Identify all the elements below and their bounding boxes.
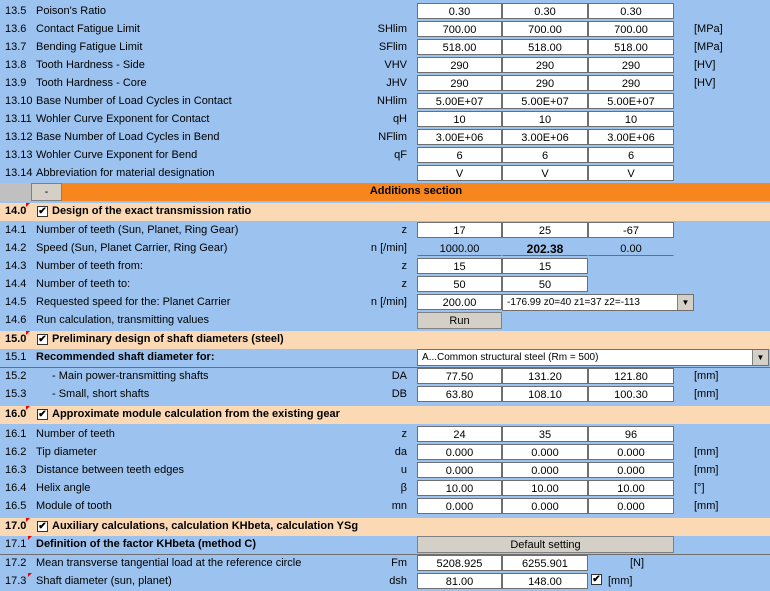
value-cell[interactable]: 0.30	[588, 3, 674, 19]
value-cell[interactable]: 63.80	[417, 386, 502, 402]
row-number: 13.11	[5, 113, 32, 125]
value-cell[interactable]: 0.000	[502, 444, 588, 460]
value-cell[interactable]: 10.00	[502, 480, 588, 496]
row-17-2	[0, 555, 770, 573]
row-number: 13.7	[5, 41, 27, 53]
value-cell[interactable]: -67	[588, 222, 674, 238]
row-symbol: z	[401, 260, 407, 272]
row-13-7	[0, 39, 770, 57]
section-checkbox[interactable]: ✔	[38, 206, 47, 217]
value-cell[interactable]: 0.000	[417, 498, 502, 514]
value-cell[interactable]: V	[588, 165, 674, 181]
row-label: Contact Fatigue Limit	[36, 23, 140, 35]
dropdown-value: A...Common structural steel (Rm = 500)	[422, 352, 599, 363]
value-cell[interactable]: 6	[588, 147, 674, 163]
value-cell[interactable]: 131.20	[502, 368, 588, 384]
row-13-11	[0, 111, 770, 129]
value-cell[interactable]: V	[502, 165, 588, 181]
row-16-4	[0, 480, 770, 498]
row-17-1	[0, 536, 770, 555]
value-cell[interactable]: 6255.901	[502, 555, 588, 571]
row-unit: [N]	[630, 557, 645, 569]
row-number: 13.9	[5, 77, 27, 89]
value-cell[interactable]: 5.00E+07	[588, 93, 674, 109]
run-button[interactable]: Run	[417, 312, 502, 329]
value-cell[interactable]: 15	[502, 258, 588, 274]
row-symbol: n [/min]	[370, 296, 407, 308]
value-cell[interactable]: 700.00	[588, 21, 674, 37]
row-label: Wohler Curve Exponent for Bend	[36, 149, 198, 161]
row-number: 13.12	[5, 131, 33, 143]
row-symbol: NHlim	[377, 95, 407, 107]
row-14-2	[0, 240, 770, 258]
row-unit: [°]	[694, 482, 705, 494]
value-cell[interactable]: 35	[502, 426, 588, 442]
collapse-toggle-button[interactable]: -	[31, 183, 62, 201]
section-number: 15.0	[5, 333, 27, 345]
row-number: 17.1	[5, 538, 27, 550]
value-cell[interactable]: 290	[588, 57, 674, 73]
comment-marker	[26, 203, 30, 207]
row-number: 15.2	[5, 370, 27, 382]
value-cell[interactable]: 518.00	[502, 39, 588, 55]
value-cell[interactable]: 10	[417, 111, 502, 127]
row-symbol: da	[394, 446, 407, 458]
value-cell[interactable]: 3.00E+06	[502, 129, 588, 145]
shaft-diameter-checkbox[interactable]: ✔	[592, 574, 601, 585]
value-cell[interactable]: 77.50	[417, 368, 502, 384]
speed-solution-dropdown[interactable]	[502, 294, 694, 311]
row-label: Speed (Sun, Planet Carrier, Ring Gear)	[36, 242, 228, 254]
row-label: Distance between teeth edges	[36, 464, 184, 476]
row-number: 16.4	[5, 482, 27, 494]
value-cell[interactable]: 0.30	[502, 3, 588, 19]
section-spacer	[0, 183, 31, 201]
row-unit: [MPa]	[694, 41, 723, 53]
row-number: 17.2	[5, 557, 27, 569]
row-number: 13.8	[5, 59, 27, 71]
row-label: Base Number of Load Cycles in Contact	[36, 95, 232, 107]
section-checkbox[interactable]: ✔	[38, 409, 47, 420]
chevron-down-icon[interactable]: ▼	[677, 295, 693, 310]
value-cell[interactable]: 290	[502, 75, 588, 91]
value-cell[interactable]: 290	[588, 75, 674, 91]
row-label: Shaft diameter (sun, planet)	[36, 575, 172, 587]
value-cell[interactable]: 10.00	[588, 480, 674, 496]
dropdown-value: -176.99 z0=40 z1=37 z2=-113	[507, 297, 640, 308]
value-cell[interactable]: 50	[417, 276, 502, 292]
row-label: Bending Fatigue Limit	[36, 41, 143, 53]
row-13-5	[0, 3, 770, 21]
value-cell[interactable]: 700.00	[417, 21, 502, 37]
row-16-5	[0, 498, 770, 516]
row-unit: [mm]	[694, 500, 719, 512]
value-cell[interactable]: 6	[417, 147, 502, 163]
value-cell[interactable]: 25	[502, 222, 588, 238]
row-unit: [mm]	[694, 370, 719, 382]
row-label: Tip diameter	[36, 446, 97, 458]
value-cell[interactable]: 6	[502, 147, 588, 163]
value-cell[interactable]: 0.000	[588, 498, 674, 514]
row-symbol: JHV	[386, 77, 407, 89]
additions-section-bar	[0, 183, 770, 201]
row-number: 13.6	[5, 23, 27, 35]
value-cell[interactable]: 5.00E+07	[502, 93, 588, 109]
row-14-4	[0, 276, 770, 294]
row-number: 13.5	[5, 5, 27, 17]
row-unit: [mm]	[694, 446, 719, 458]
row-number: 16.3	[5, 464, 27, 476]
row-label: Recommended shaft diameter for:	[36, 351, 215, 363]
row-symbol: qF	[394, 149, 407, 161]
material-dropdown[interactable]	[417, 349, 769, 366]
row-unit: [mm]	[608, 575, 633, 587]
comment-marker	[28, 573, 32, 577]
row-13-13	[0, 147, 770, 165]
value-cell[interactable]: 17	[417, 222, 502, 238]
value-cell[interactable]: 10	[502, 111, 588, 127]
row-number: 14.2	[5, 242, 27, 254]
row-number: 14.3	[5, 260, 27, 272]
row-label: - Main power-transmitting shafts	[52, 370, 209, 382]
row-13-14	[0, 165, 770, 183]
row-label: Run calculation, transmitting values	[36, 314, 210, 326]
row-unit: [mm]	[694, 388, 719, 400]
row-symbol: β	[400, 482, 407, 494]
section-title: Preliminary design of shaft diameters (steel)	[52, 333, 284, 345]
value-cell[interactable]: 0.000	[502, 498, 588, 514]
value-cell[interactable]: 3.00E+06	[417, 129, 502, 145]
row-symbol: z	[401, 278, 407, 290]
row-symbol: SHlim	[377, 23, 407, 35]
row-13-8	[0, 57, 770, 75]
value-cell[interactable]: 5.00E+07	[417, 93, 502, 109]
row-14-5	[0, 294, 770, 312]
chevron-down-icon[interactable]: ▼	[752, 350, 768, 365]
row-number: 14.5	[5, 296, 27, 308]
value-cell[interactable]: 10	[588, 111, 674, 127]
row-13-9	[0, 75, 770, 93]
section-number: 17.0	[5, 520, 27, 532]
section-title: Design of the exact transmission ratio	[52, 205, 252, 217]
row-17-3	[0, 573, 770, 591]
section-checkbox[interactable]: ✔	[38, 521, 47, 532]
row-symbol: qH	[392, 113, 407, 125]
row-number: 14.1	[5, 224, 27, 236]
row-label: Number of teeth (Sun, Planet, Ring Gear)	[36, 224, 239, 236]
value-cell[interactable]: 15	[417, 258, 502, 274]
value-cell[interactable]: 148.00	[502, 573, 588, 589]
value-cell[interactable]: 3.00E+06	[588, 129, 674, 145]
value-cell[interactable]: V	[417, 165, 502, 181]
row-number: 17.3	[5, 575, 27, 587]
value-cell[interactable]: 108.10	[502, 386, 588, 402]
row-number: 15.1	[5, 351, 27, 363]
row-symbol: mn	[391, 500, 407, 512]
row-label: Base Number of Load Cycles in Bend	[36, 131, 220, 143]
row-label: Definition of the factor KHbeta (method C)	[36, 538, 256, 550]
row-unit: [HV]	[694, 59, 716, 71]
row-unit: [HV]	[694, 77, 716, 89]
row-13-12	[0, 129, 770, 147]
value-cell: 1000.00	[417, 240, 502, 256]
value-cell[interactable]: 0.30	[417, 3, 502, 19]
row-number: 14.6	[5, 314, 27, 326]
row-symbol: DA	[391, 370, 407, 382]
value-cell[interactable]: 0.000	[588, 462, 674, 478]
comment-marker	[26, 331, 30, 335]
row-symbol: Fm	[391, 557, 407, 569]
row-unit: [MPa]	[694, 23, 723, 35]
row-number: 14.4	[5, 278, 27, 290]
row-symbol: z	[401, 428, 407, 440]
row-number: 13.13	[5, 149, 33, 161]
row-number: 16.2	[5, 446, 27, 458]
section-header-16	[0, 406, 770, 424]
value-cell[interactable]: 96	[588, 426, 674, 442]
row-14-1	[0, 222, 770, 240]
row-number: 13.14	[5, 167, 33, 179]
row-15-3	[0, 386, 770, 404]
row-16-3	[0, 462, 770, 480]
row-label: Number of teeth from:	[36, 260, 143, 272]
row-15-1	[0, 349, 770, 368]
value-cell: 202.38	[502, 240, 588, 256]
row-label: - Small, short shafts	[52, 388, 150, 400]
value-cell[interactable]: 10.00	[417, 480, 502, 496]
section-header-14	[0, 203, 770, 221]
value-cell[interactable]: 290	[502, 57, 588, 73]
section-number: 16.0	[5, 408, 27, 420]
value-cell[interactable]: 518.00	[417, 39, 502, 55]
row-number: 13.10	[5, 95, 33, 107]
section-number: 14.0	[5, 205, 27, 217]
row-number: 16.5	[5, 500, 27, 512]
row-label: Module of tooth	[36, 500, 112, 512]
default-setting-button[interactable]: Default setting	[417, 536, 674, 553]
row-label: Tooth Hardness - Side	[36, 59, 145, 71]
section-checkbox[interactable]: ✔	[38, 334, 47, 345]
value-cell: 0.00	[588, 240, 674, 256]
row-number: 16.1	[5, 428, 27, 440]
row-symbol: SFlim	[378, 41, 407, 53]
requested-speed-input[interactable]: 200.00	[417, 294, 502, 310]
comment-marker	[26, 518, 30, 522]
value-cell[interactable]: 121.80	[588, 368, 674, 384]
row-label: Number of teeth	[36, 428, 115, 440]
row-number: 15.3	[5, 388, 27, 400]
row-13-6	[0, 21, 770, 39]
row-16-1	[0, 426, 770, 444]
row-label: Tooth Hardness - Core	[36, 77, 147, 89]
row-symbol: dsh	[389, 575, 407, 587]
row-13-10	[0, 93, 770, 111]
value-cell[interactable]: 50	[502, 276, 588, 292]
section-title: Additions section	[369, 185, 463, 197]
value-cell[interactable]: 0.000	[417, 462, 502, 478]
row-symbol: VHV	[384, 59, 407, 71]
value-cell[interactable]: 0.000	[417, 444, 502, 460]
section-header-17	[0, 518, 770, 536]
value-cell[interactable]: 81.00	[417, 573, 502, 589]
value-cell[interactable]: 100.30	[588, 386, 674, 402]
row-label: Number of teeth to:	[36, 278, 131, 290]
row-symbol: DB	[391, 388, 407, 400]
row-16-2	[0, 444, 770, 462]
value-cell[interactable]: 290	[417, 57, 502, 73]
value-cell[interactable]: 5208.925	[417, 555, 502, 571]
value-cell[interactable]: 700.00	[502, 21, 588, 37]
row-symbol: z	[401, 224, 407, 236]
row-label: Abbreviation for material designation	[36, 167, 215, 179]
value-cell[interactable]: 24	[417, 426, 502, 442]
value-cell[interactable]: 0.000	[588, 444, 674, 460]
comment-marker	[26, 406, 30, 410]
value-cell[interactable]: 518.00	[588, 39, 674, 55]
section-title: Approximate module calculation from the existing gear	[52, 408, 340, 420]
row-14-3	[0, 258, 770, 276]
row-15-2	[0, 368, 770, 386]
row-label: Helix angle	[36, 482, 91, 494]
row-14-6	[0, 312, 770, 330]
row-label: Mean transverse tangential load at the reference circle	[36, 557, 302, 569]
comment-marker	[28, 536, 32, 540]
value-cell[interactable]: 290	[417, 75, 502, 91]
section-header-15	[0, 331, 770, 349]
row-symbol: NFlim	[378, 131, 407, 143]
row-symbol: u	[400, 464, 407, 476]
row-label: Requested speed for the: Planet Carrier	[36, 296, 231, 308]
row-label: Poison's Ratio	[36, 5, 106, 17]
row-unit: [mm]	[694, 464, 719, 476]
section-title: Auxiliary calculations, calculation KHbeta, calculation YSg	[52, 520, 359, 532]
value-cell[interactable]: 0.000	[502, 462, 588, 478]
row-label: Wohler Curve Exponent for Contact	[36, 113, 210, 125]
row-symbol: n [/min]	[370, 242, 407, 254]
